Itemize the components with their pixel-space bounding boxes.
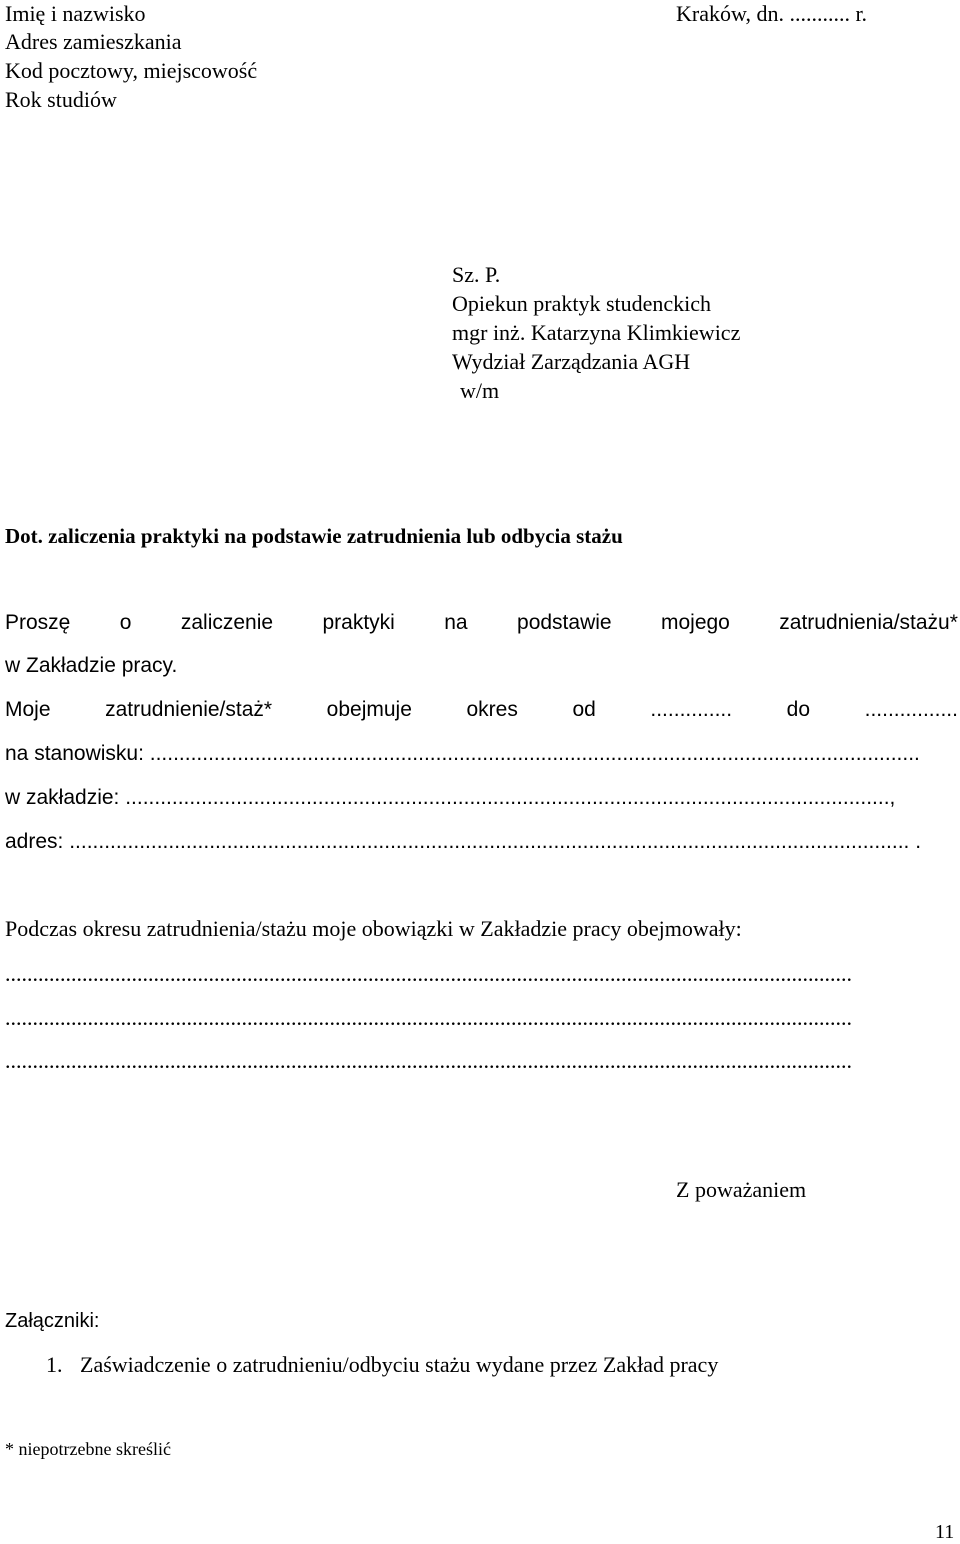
period-word: zatrudnienie/staż* xyxy=(105,698,273,721)
workplace-address-line: adres: ................................................................................................................................................ . xyxy=(5,830,922,853)
sender-address: Adres zamieszkania xyxy=(5,29,182,54)
attachment-number: 1. xyxy=(46,1352,63,1377)
employment-period-line xyxy=(5,697,958,723)
request-word: zaliczenie xyxy=(180,611,274,634)
sender-postal-city: Kod pocztowy, miejscowość xyxy=(5,58,258,83)
request-word: praktyki xyxy=(322,611,395,634)
request-word: Proszę xyxy=(5,611,71,634)
period-word: okres xyxy=(466,698,518,721)
period-word: do xyxy=(786,698,811,721)
closing-salutation: Z poważaniem xyxy=(676,1177,807,1202)
position-line: na stanowisku: .................................................................................................................................... xyxy=(5,742,920,765)
page-number: 11 xyxy=(935,1521,955,1543)
duties-blank-line: .......................................................................................................................................................... xyxy=(5,1005,852,1030)
recipient-role: Opiekun praktyk studenckich xyxy=(452,291,712,316)
period-word: Moje xyxy=(5,698,51,721)
attachments-label: Załączniki: xyxy=(5,1310,100,1332)
period-to-blank: ................ xyxy=(864,698,958,721)
recipient-location: w/m xyxy=(460,378,500,403)
request-line-2: w Zakładzie pracy. xyxy=(5,654,178,677)
duties-blank-line: .......................................................................................................................................................... xyxy=(5,961,852,986)
sender-year-of-study: Rok studiów xyxy=(5,87,117,112)
period-word: obejmuje xyxy=(326,698,412,721)
attachment-text: Zaświadczenie o zatrudnieniu/odbyciu stażu wydane przez Zakład pracy xyxy=(80,1352,719,1377)
request-word: podstawie xyxy=(517,611,612,634)
place-date: Kraków, dn. ........... r. xyxy=(676,1,868,26)
request-word: zatrudnienia/stażu* xyxy=(779,611,958,634)
request-word: mojego xyxy=(660,611,730,634)
sender-name: Imię i nazwisko xyxy=(5,1,146,26)
request-word: na xyxy=(444,611,468,634)
recipient-faculty: Wydział Zarządzania AGH xyxy=(452,349,691,374)
period-word: od xyxy=(572,698,596,721)
duties-blank-line: .......................................................................................................................................................... xyxy=(5,1048,852,1073)
recipient-name: mgr inż. Katarzyna Klimkiewicz xyxy=(452,320,741,345)
request-word: o xyxy=(119,611,132,634)
period-from-blank: .............. xyxy=(650,698,733,721)
duties-label: Podczas okresu zatrudnienia/stażu moje obowiązki w Zakładzie pracy obejmowały: xyxy=(5,916,742,941)
recipient-salutation: Sz. P. xyxy=(452,262,501,287)
letter-subject: Dot. zaliczenia praktyki na podstawie zatrudnienia lub odbycia stażu xyxy=(5,524,623,548)
workplace-line: w zakładzie: ..................................................................................................................................., xyxy=(5,786,896,809)
footnote: * niepotrzebne skreślić xyxy=(5,1439,171,1459)
request-line-1 xyxy=(5,610,958,636)
